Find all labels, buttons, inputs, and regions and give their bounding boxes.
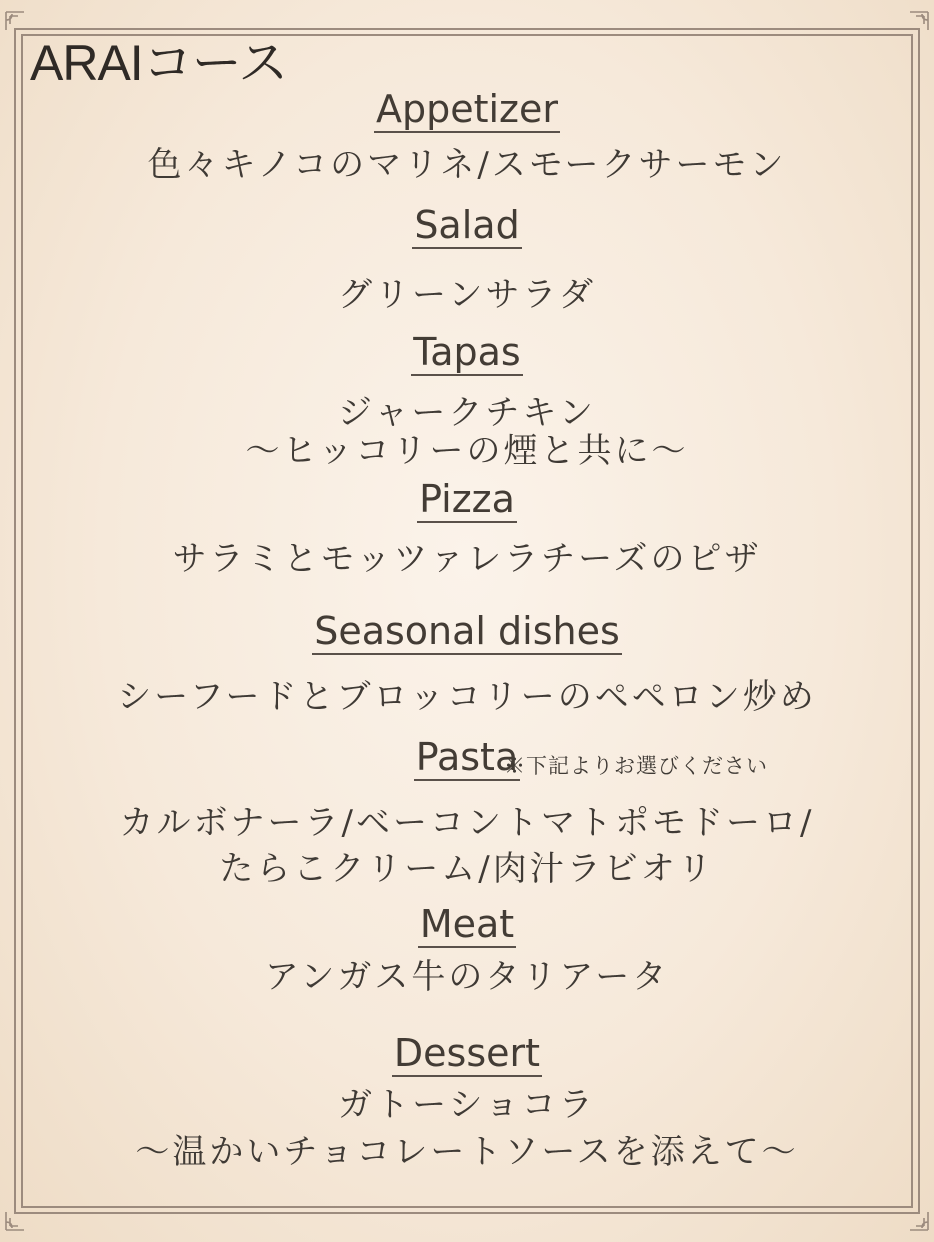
section-heading-salad: Salad <box>414 203 520 247</box>
dish-meat: アンガス牛のタリアータ <box>264 957 670 997</box>
corner-ornament-icon <box>2 8 28 34</box>
pasta-note: ※下記よりお選びください <box>504 754 768 778</box>
corner-ornament-icon <box>2 1208 28 1234</box>
section-heading-seasonal-dishes: Seasonal dishes <box>314 609 620 653</box>
dish-pasta-line-1: カルボナーラ/ベーコントマトポモドーロ/ <box>119 803 815 843</box>
dish-salad: グリーンサラダ <box>338 275 596 315</box>
corner-ornament-icon <box>906 8 932 34</box>
dish-seasonal: シーフードとブロッコリーのペペロン炒め <box>117 677 817 717</box>
course-title: ARAIコース <box>30 35 288 91</box>
section-heading-pizza: Pizza <box>419 477 515 521</box>
section-heading-appetizer: Appetizer <box>375 87 559 131</box>
dish-appetizer: 色々キノコのマリネ/スモークサーモン <box>147 145 787 185</box>
section-heading-dessert: Dessert <box>393 1031 541 1075</box>
dish-dessert-line-2: 〜温かいチョコレートソースを添えて〜 <box>135 1132 799 1172</box>
corner-ornament-icon <box>906 1208 932 1234</box>
dish-pasta-line-2: たらこクリーム/肉汁ラビオリ <box>219 849 715 889</box>
section-heading-meat: Meat <box>419 902 515 946</box>
section-heading-tapas: Tapas <box>413 330 521 374</box>
dish-pizza: サラミとモッツァレラチーズのピザ <box>172 539 762 579</box>
dish-tapas-line-1: ジャークチキン <box>338 393 596 433</box>
dish-tapas-line-2: 〜ヒッコリーの煙と共に〜 <box>245 431 689 471</box>
section-heading-pasta: Pasta <box>415 735 519 779</box>
dish-dessert-line-1: ガトーショコラ <box>338 1085 596 1125</box>
